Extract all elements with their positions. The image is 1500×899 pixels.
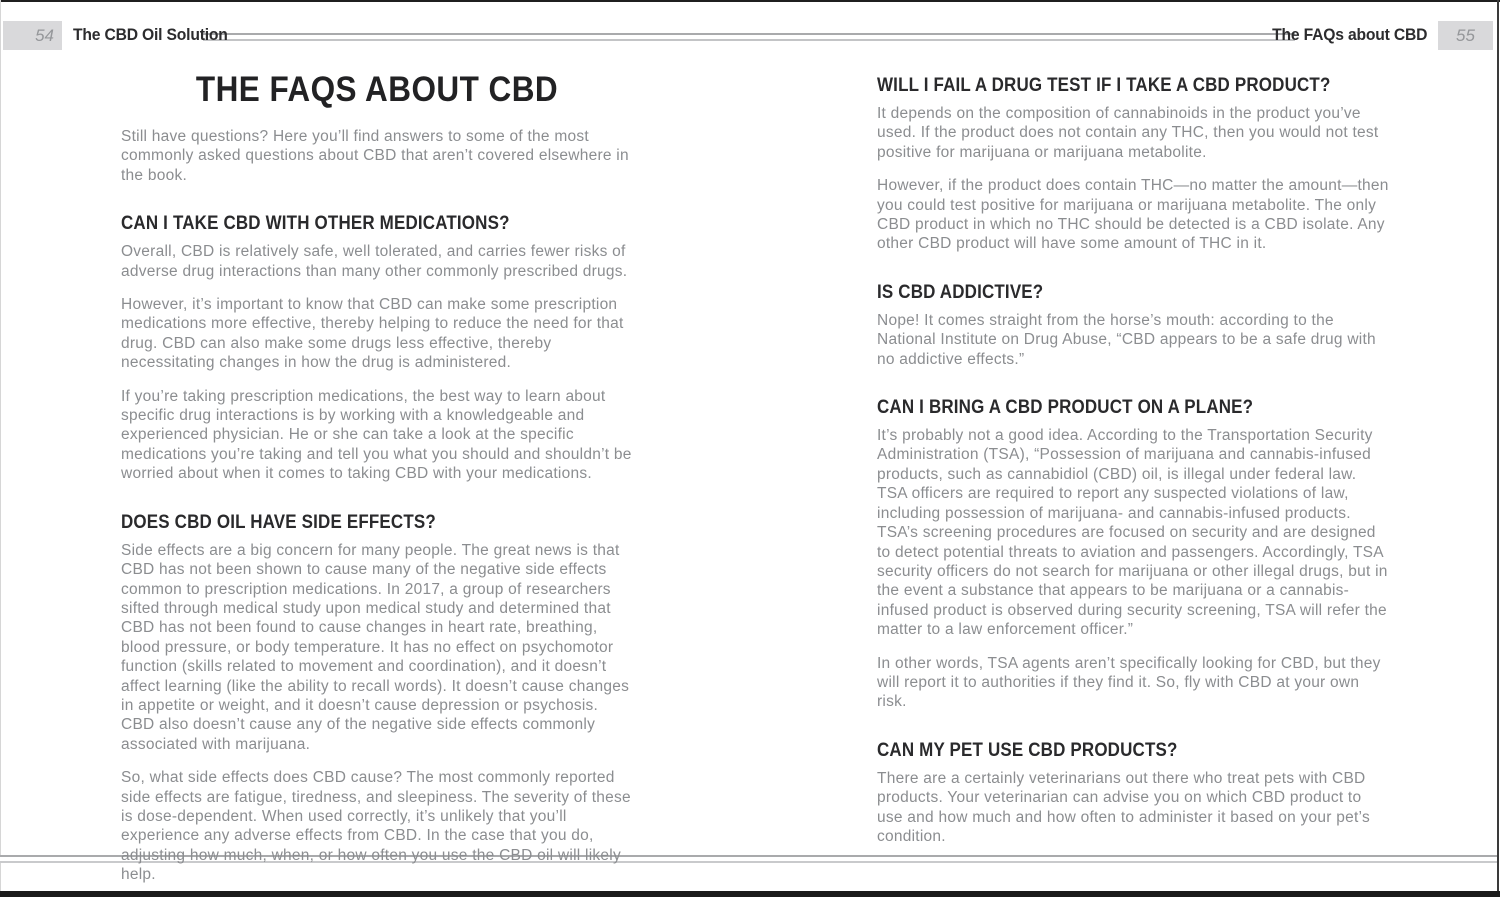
page-number-left — [3, 21, 62, 50]
header-double-rule — [203, 33, 1295, 41]
right-page-column — [877, 74, 1389, 860]
section-paragraph: However, it’s important to know that CBD can make some prescription medications more effective, thereby helping to reduce the need for that drug. CBD can also make some drugs less effective, thereby necessitating changes in how the drug is administered. — [121, 296, 624, 372]
running-head-right-title: The FAQs about CBD — [1271, 26, 1427, 44]
section-paragraph: There are a certainly veterinarians out there who treat pets with CBD products. Your veterinarian can advise you on which CBD product to use and how much and how often to administer it based on your pet’s condition. — [877, 769, 1370, 845]
section-paragraph: It’s probably not a good idea. According to the Transportation Security Administration (TSA), “Possession of marijuana and cannabis-infused products, such as cannabidiol (CBD) oil, is illegal under federal law. TSA officers are required to report any suspected violations of law, including possession of marijuana- and cannabis-infused products. TSA’s screening procedures are focused on security and are designed to detect potential threats to aviation and passengers. Accordingly, TSA security officers do not search for marijuana or other illegal drugs, but in the event a substance that appears to be marijuana or a cannabis-infused product is observed during security screening, TSA will refer the matter to a law enforcement officer.” — [877, 427, 1388, 639]
section-paragraph: If you’re taking prescription medications, the best way to learn about specific drug interactions is by working with a knowledgeable and experienced physician. He or she can take a look at the specific medications you’re taking and tell you what you should and shouldn’t be worried about when it comes to taking CBD with your medications. — [121, 387, 632, 483]
chapter-intro: Still have questions? Here you’ll find answers to some of the most commonly asked questions about CBD that aren’t covered elsewhere in the book. — [121, 128, 629, 184]
section-heading: CAN MY PET USE CBD PRODUCTS? — [877, 738, 1178, 761]
section-heading: DOES CBD OIL HAVE SIDE EFFECTS? — [121, 510, 436, 533]
section-paragraph: However, if the product does contain THC—no matter the amount—then you could test positive for marijuana or marijuana metabolite. The only CBD product in which no THC should be detected is a CBD isolate. Any other CBD product will have some amount of THC in it. — [877, 177, 1389, 253]
left-page-column — [121, 70, 633, 899]
section-heading: IS CBD ADDICTIVE? — [877, 280, 1044, 303]
running-head-left — [3, 21, 236, 50]
section-heading: WILL I FAIL A DRUG TEST IF I TAKE A CBD PRODUCT? — [877, 74, 1331, 96]
running-head-right — [1264, 21, 1493, 50]
page-number-right-value: 55 — [1456, 25, 1475, 45]
section-paragraph: So, what side effects does CBD cause? The most commonly reported side effects are fatigue, tiredness, and sleepiness. The severity of these is dose-dependent. When used correctly, it’s unlikely that you’ll experience any adverse effects from CBD. In the case that you do, adjusting how much, when, or how often you use the CBD oil will likely help. — [121, 769, 631, 884]
right-page-edge — [1497, 0, 1499, 897]
section-paragraph: Nope! It comes straight from the horse’s mouth: according to the National Institute on Drug Abuse, “CBD appears to be a safe drug with no addictive effects.” — [877, 311, 1376, 368]
running-head-left-title: The CBD Oil Solution — [73, 26, 228, 44]
top-border — [0, 0, 1500, 2]
chapter-title: THE FAQS ABOUT CBD — [195, 70, 559, 109]
section-heading: CAN I BRING A CBD PRODUCT ON A PLANE? — [877, 396, 1254, 419]
page-number-right — [1438, 21, 1493, 50]
page-number-left-value: 54 — [35, 25, 54, 45]
section-paragraph: In other words, TSA agents aren’t specifically looking for CBD, but they will report it to authorities if they find it. So, fly with CBD at your own risk. — [877, 654, 1381, 711]
section-heading: CAN I TAKE CBD WITH OTHER MEDICATIONS? — [121, 212, 510, 235]
section-paragraph: Side effects are a big concern for many people. The great news is that CBD has not been shown to cause many of the negative side effects common to prescription medications. In 2017, a group of researchers sifted through medical study upon medical study and determined that CBD has not been found to cause changes in heart rate, breathing, blood pressure, or body temperature. It has no effect on psychomotor function (skills related to movement and coordination), and it doesn’t affect learning (like the ability to recall words). It doesn’t cause changes in appetite or weight, and it doesn’t cause depression or psychosis. CBD also doesn’t cause any of the negative side effects commonly associated with marijuana. — [121, 541, 630, 753]
section-paragraph: Overall, CBD is relatively safe, well tolerated, and carries fewer risks of adverse drug interactions than many other commonly prescribed drugs. — [121, 243, 628, 280]
left-page-edge — [0, 0, 1, 897]
section-paragraph: It depends on the composition of cannabinoids in the product you’ve used. If the product does not contain any THC, then you would not test positive for marijuana or marijuana metabolite. — [877, 105, 1379, 161]
